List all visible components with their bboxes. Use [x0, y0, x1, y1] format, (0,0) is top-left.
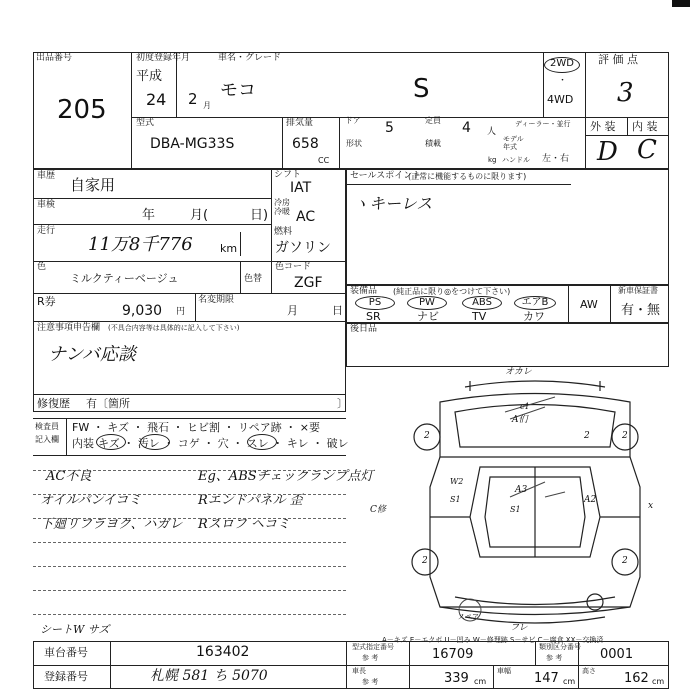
equipment-label: 装備品	[350, 286, 378, 296]
type-spec: 16709	[432, 647, 474, 662]
drive-4wd: 4WD	[547, 93, 574, 106]
color: ミルクティーベージュ	[70, 272, 179, 285]
check-note-left-1: AC不良	[46, 469, 92, 484]
tire-mark-rr: 2	[622, 556, 628, 566]
interior-label: 内 装	[632, 120, 658, 133]
check-note-right-1: Eg、ABSチェックランプ点灯	[198, 469, 374, 484]
km-unit: km	[220, 242, 238, 255]
month-unit: 月	[203, 101, 211, 110]
diagram-w2: W2	[450, 477, 464, 486]
warranty-label: 新車保証書	[618, 286, 658, 295]
equipment-navi: ナビ	[417, 310, 439, 323]
mileage: 11万8千776	[88, 234, 193, 255]
capacity-label: 定員	[425, 116, 441, 125]
era: 平成	[136, 69, 163, 84]
delivery-label: 後日品	[350, 324, 378, 334]
score: 3	[617, 78, 634, 108]
tire-mark-fr: 2	[622, 431, 628, 441]
diagram-c-dent: C修	[370, 505, 386, 515]
length: 339	[444, 671, 469, 686]
equipment-aw: AW	[580, 298, 598, 311]
diagram-s1-center: S1	[510, 505, 521, 514]
color-change-label: 色替	[244, 274, 263, 284]
reg-year-label: 初度登録年月	[136, 53, 191, 63]
history: 自家用	[70, 176, 116, 194]
category: 0001	[600, 647, 634, 662]
car-name: モコ	[220, 80, 256, 101]
ac: AC	[296, 209, 316, 225]
check-note-left-2: オイルパンイコミ	[40, 493, 142, 508]
inspection-year: 年	[142, 208, 156, 223]
inspection-label: 車検	[37, 200, 56, 210]
name-change-label: 名変期限	[198, 295, 235, 305]
exterior-label: 外 装	[590, 120, 616, 133]
inspection-month: 月(	[190, 208, 209, 223]
handle-label: ハンドル	[502, 156, 530, 164]
length-cm: cm	[474, 677, 487, 686]
plate-label: 登録番号	[44, 670, 88, 683]
notes-sub: (不具合内容等は具体的に記入して下さい)	[108, 324, 240, 332]
width-label: 車幅	[497, 667, 511, 675]
ac-label2: 冷暖	[274, 207, 290, 216]
color-label: 色	[37, 262, 47, 272]
height: 162	[624, 671, 649, 686]
diagram-bottom-mark: フレ	[510, 623, 528, 633]
diagram-a-mark: A们	[512, 415, 528, 425]
shape-label: 形状	[346, 139, 362, 148]
type-spec-label: 型式指定番号	[352, 643, 394, 651]
model-year-label1: モデル	[503, 135, 524, 143]
chassis-label: 車台番号	[44, 646, 88, 659]
grade: S	[413, 74, 430, 104]
check-circle-yogore	[140, 434, 170, 450]
sales-text: ヽキーレス	[353, 194, 433, 213]
length-ref: 参 考	[362, 678, 379, 686]
fuel: ガソリン	[275, 240, 331, 256]
check-row2-prefix: 内装	[72, 437, 94, 450]
sales-sub: (正常に機能するものに限ります)	[408, 172, 527, 181]
notes-label: 注意事項申告欄	[37, 323, 101, 333]
name-change-day: 日	[332, 304, 343, 317]
shift-label: シフト	[274, 170, 302, 180]
car-diagram	[395, 367, 675, 637]
model-year-label2: 年式	[503, 143, 517, 151]
notes-text: ナンバ応談	[48, 344, 136, 365]
model-label: 型式	[136, 118, 155, 128]
check-label2: 記入欄	[35, 435, 59, 444]
category-ref: 参 考	[546, 654, 563, 662]
length-label: 車長	[352, 667, 366, 675]
tire-mark-rl: 2	[422, 556, 428, 566]
type-spec-ref: 参 考	[362, 654, 379, 662]
equipment-pw: PW	[407, 296, 447, 310]
displacement-label: 排気量	[286, 118, 314, 128]
lot-label: 出品番号	[36, 53, 73, 63]
drive-2wd: 2WD	[544, 57, 580, 73]
mileage-label: 走行	[37, 226, 56, 236]
diagram-legend: A－キズ E－エクボ U－凹み W－修理跡 S－サビ C－腐食 XX－交換済	[382, 636, 604, 644]
exterior-grade: D	[597, 137, 618, 167]
equipment-sub: (純正品に限り◎をつけて下さい)	[393, 287, 511, 296]
door-label: ドア	[345, 116, 361, 125]
drive-dot: ・	[558, 76, 568, 86]
recycle-label: R券	[37, 295, 56, 308]
lot-number: 205	[57, 95, 107, 125]
shift: IAT	[290, 180, 312, 196]
plate: 札幌 581 ち 5070	[150, 668, 268, 684]
repair-close: 〕	[337, 397, 348, 410]
equipment-airbag: エアB	[514, 296, 556, 310]
diagram-c1: c1	[520, 402, 530, 411]
tire-mark-fl: 2	[424, 431, 430, 441]
equipment-sr: SR	[366, 310, 381, 323]
interior-grade: C	[637, 135, 657, 165]
spare-label: スペア	[458, 613, 479, 621]
tire-mark-x: 2	[584, 431, 590, 441]
capacity: 4	[462, 120, 471, 136]
height-cm: cm	[652, 677, 665, 686]
equipment-abs: ABS	[462, 296, 502, 310]
repair-label: 修復歴	[37, 397, 70, 410]
equipment-ps: PS	[355, 296, 395, 310]
handle-value: 左・右	[542, 154, 570, 164]
history-label: 車歴	[37, 171, 56, 181]
name-change-month: 月	[287, 304, 298, 317]
inspection-day: 日)	[250, 208, 269, 223]
sales-block	[346, 169, 669, 285]
repair-value: 有〔箇所	[86, 397, 130, 410]
person-unit: 人	[487, 127, 497, 137]
equipment-tv: TV	[472, 310, 487, 323]
diagram-a2-right: A2	[584, 495, 597, 505]
width: 147	[534, 671, 559, 686]
diagram-a3: A3	[515, 485, 528, 495]
chassis: 163402	[196, 644, 250, 660]
check-bottom-note: シートW サズ	[40, 623, 110, 636]
recycle-amount: 9,030	[122, 303, 163, 319]
score-label: 評 価 点	[598, 53, 638, 66]
color-code-label: 色コード	[275, 262, 312, 272]
fuel-label: 燃料	[274, 227, 293, 237]
model: DBA-MG33S	[150, 136, 235, 152]
category-label: 類別区分番号	[539, 643, 581, 651]
name-label: 車名・グレード	[218, 53, 282, 63]
kg-unit: kg	[488, 156, 497, 164]
load-label: 積載	[425, 139, 441, 148]
check-row1: FW ・ キズ ・ 飛石 ・ ヒビ割 ・ リペア跡 ・ ×要	[72, 421, 320, 434]
diagram-x: x	[648, 501, 654, 511]
check-row2: キズ ・ 汚レ ・ コゲ ・ 穴 ・ スレ ・ キレ ・ 破レ	[98, 437, 349, 450]
check-note-right-3: Rスロフ ヘコミ	[198, 517, 290, 532]
corner-mark	[672, 0, 690, 7]
height-label: 高さ	[582, 667, 596, 675]
yen-unit: 円	[176, 307, 186, 317]
check-label1: 検査員	[35, 422, 59, 431]
check-note-left-3: 下廻リフラヨク、ハガレ	[40, 517, 183, 532]
reg-year: 24	[146, 90, 167, 109]
check-circle-sure	[247, 434, 277, 450]
width-cm: cm	[563, 677, 576, 686]
displacement: 658	[292, 136, 319, 152]
diagram-top-mark: オカレ	[505, 367, 532, 377]
cc-unit: CC	[318, 156, 330, 165]
doors: 5	[385, 120, 394, 136]
color-code: ZGF	[294, 275, 323, 291]
warranty-value: 有・無	[621, 303, 661, 318]
delivery-block	[346, 323, 669, 367]
diagram-s1-left: S1	[450, 495, 461, 504]
ac-label1: 冷房	[274, 198, 290, 207]
reg-month: 2	[188, 90, 198, 108]
sales-label: セールスポイント	[350, 171, 422, 181]
equipment-leather: カワ	[523, 310, 545, 323]
check-circle-kizu	[96, 434, 126, 450]
check-note-right-2: Rエンドパネル 歪	[198, 493, 303, 508]
dealer-label: ディーラー・並行	[515, 120, 571, 128]
